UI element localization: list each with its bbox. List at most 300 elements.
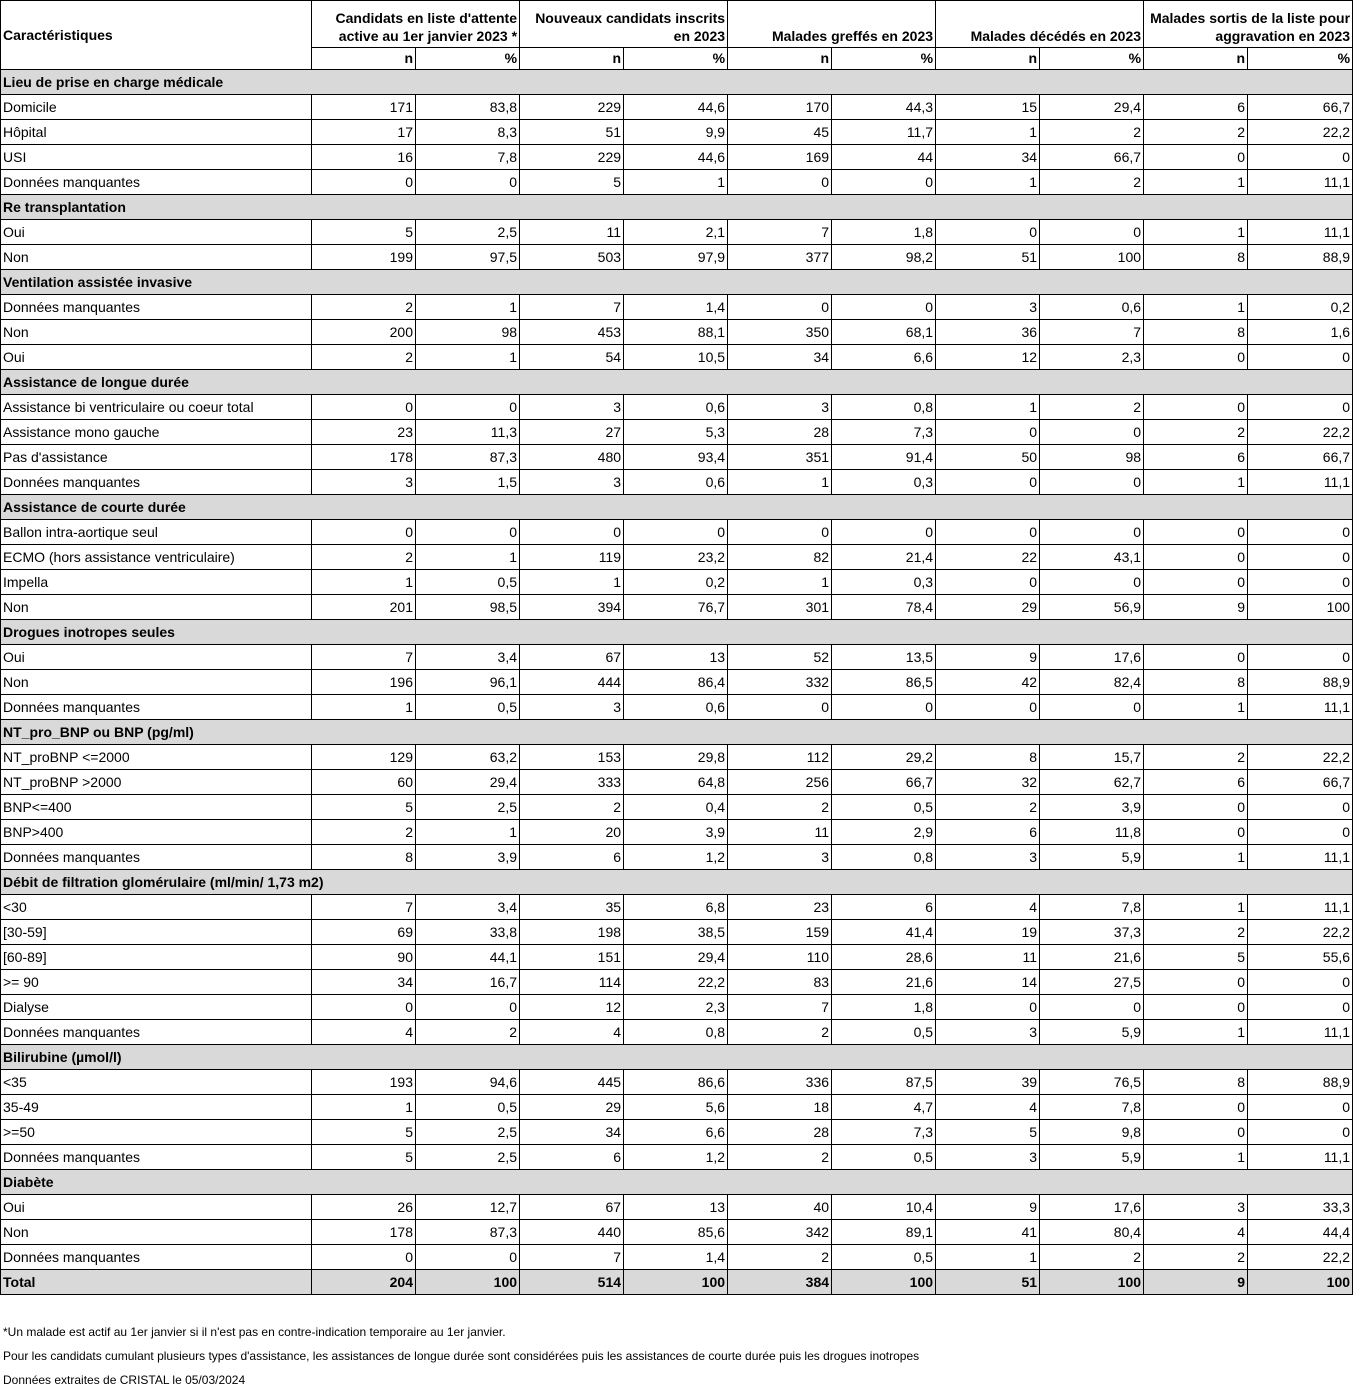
footnotes (3, 1320, 919, 1392)
cell-n: 0 (1144, 145, 1248, 170)
cell-pct: 0,8 (624, 1020, 728, 1045)
cell-pct: 5,9 (1040, 1020, 1144, 1045)
cell-n: 51 (936, 245, 1040, 270)
cell-n: 29 (936, 595, 1040, 620)
cell-n: 32 (936, 770, 1040, 795)
cell-pct: 21,6 (832, 970, 936, 995)
group-header-new-candidates: Nouveaux candidats inscrits en 2023 (520, 1, 728, 48)
cell-pct: 7,3 (832, 420, 936, 445)
cell-pct: 11,1 (1248, 845, 1353, 870)
cell-pct: 98 (1040, 445, 1144, 470)
cell-n: 0 (312, 1245, 416, 1270)
row-label: BNP>400 (1, 820, 312, 845)
cell-n: 1 (520, 570, 624, 595)
cell-n: 112 (728, 745, 832, 770)
cell-n: 6 (1144, 445, 1248, 470)
cell-pct: 44,4 (1248, 1220, 1353, 1245)
table-row (1, 670, 1353, 695)
cell-n: 6 (520, 845, 624, 870)
cell-pct: 0,6 (624, 470, 728, 495)
cell-n: 67 (520, 1195, 624, 1220)
cell-pct: 11,1 (1248, 1020, 1353, 1045)
cell-pct: 0 (1248, 145, 1353, 170)
cell-pct: 0 (1040, 520, 1144, 545)
table-row (1, 145, 1353, 170)
cell-pct: 0 (832, 520, 936, 545)
cell-n: 3 (312, 470, 416, 495)
cell-pct: 98,5 (416, 595, 520, 620)
cell-pct: 33,8 (416, 920, 520, 945)
cell-pct: 100 (1040, 245, 1144, 270)
cell-pct: 97,5 (416, 245, 520, 270)
cell-pct: 2,3 (1040, 345, 1144, 370)
cell-n: 8 (1144, 1070, 1248, 1095)
cell-pct: 11,3 (416, 420, 520, 445)
cell-n: 34 (520, 1120, 624, 1145)
cell-n: 1 (1144, 470, 1248, 495)
cell-n: 229 (520, 95, 624, 120)
unit-header-pct: % (416, 48, 520, 70)
cell-pct: 0,2 (624, 570, 728, 595)
cell-n: 3 (936, 845, 1040, 870)
cell-pct: 1 (416, 545, 520, 570)
cell-pct: 11,1 (1248, 1145, 1353, 1170)
cell-n: 27 (520, 420, 624, 445)
cell-n: 0 (936, 520, 1040, 545)
cell-n: 7 (728, 220, 832, 245)
row-label: Données manquantes (1, 1245, 312, 1270)
cell-pct: 3,9 (624, 820, 728, 845)
cell-pct: 0,5 (832, 1020, 936, 1045)
cell-pct: 2,5 (416, 795, 520, 820)
cell-n: 7 (312, 895, 416, 920)
cell-pct: 0 (416, 395, 520, 420)
cell-pct: 3,4 (416, 645, 520, 670)
cell-n: 2 (936, 795, 1040, 820)
cell-n: 0 (936, 420, 1040, 445)
cell-n: 1 (1144, 1145, 1248, 1170)
cell-pct: 63,2 (416, 745, 520, 770)
cell-n: 114 (520, 970, 624, 995)
unit-header-n: n (520, 48, 624, 70)
footnote-source: Données extraites de CRISTAL le 05/03/2024 (3, 1373, 246, 1387)
cell-pct: 22,2 (1248, 920, 1353, 945)
cell-n: 51 (520, 120, 624, 145)
table-row (1, 645, 1353, 670)
cell-n: 20 (520, 820, 624, 845)
cell-pct: 87,3 (416, 1220, 520, 1245)
section-title: Diabète (1, 1170, 1353, 1195)
row-label: Assistance bi ventriculaire ou coeur total (1, 395, 312, 420)
cell-pct: 93,4 (624, 445, 728, 470)
row-label: BNP<=400 (1, 795, 312, 820)
cell-pct: 0,5 (832, 1245, 936, 1270)
cell-pct: 29,4 (416, 770, 520, 795)
cell-pct: 13,5 (832, 645, 936, 670)
row-label: Oui (1, 1195, 312, 1220)
table-row (1, 1145, 1353, 1170)
cell-n: 7 (312, 645, 416, 670)
cell-pct: 2 (1040, 395, 1144, 420)
cell-pct: 66,7 (1248, 770, 1353, 795)
cell-n: 39 (936, 1070, 1040, 1095)
cell-n: 0 (936, 220, 1040, 245)
cell-n: 2 (312, 820, 416, 845)
cell-pct: 89,1 (832, 1220, 936, 1245)
cell-pct: 83,8 (416, 95, 520, 120)
total-n: 9 (1144, 1270, 1248, 1295)
row-label: USI (1, 145, 312, 170)
cell-n: 0 (1144, 1120, 1248, 1145)
section-header-row (1, 1045, 1353, 1070)
cell-n: 333 (520, 770, 624, 795)
cell-pct: 44,3 (832, 95, 936, 120)
cell-n: 1 (1144, 845, 1248, 870)
cell-n: 2 (728, 795, 832, 820)
cell-pct: 0 (1248, 395, 1353, 420)
table-row (1, 120, 1353, 145)
cell-n: 503 (520, 245, 624, 270)
section-header-row (1, 620, 1353, 645)
table-row (1, 945, 1353, 970)
cell-n: 440 (520, 1220, 624, 1245)
cell-n: 42 (936, 670, 1040, 695)
cell-pct: 10,4 (832, 1195, 936, 1220)
section-title: Lieu de prise en charge médicale (1, 70, 1353, 95)
cell-pct: 87,3 (416, 445, 520, 470)
cell-pct: 94,6 (416, 1070, 520, 1095)
cell-n: 2 (520, 795, 624, 820)
row-label: [60-89] (1, 945, 312, 970)
cell-n: 2 (728, 1245, 832, 1270)
unit-header-pct: % (624, 48, 728, 70)
cell-n: 45 (728, 120, 832, 145)
cell-n: 1 (1144, 895, 1248, 920)
cell-pct: 29,4 (624, 945, 728, 970)
cell-n: 22 (936, 545, 1040, 570)
cell-pct: 2,5 (416, 1120, 520, 1145)
cell-n: 52 (728, 645, 832, 670)
table-row (1, 1095, 1353, 1120)
cell-pct: 0 (624, 520, 728, 545)
cell-n: 0 (1144, 570, 1248, 595)
cell-pct: 0 (1040, 420, 1144, 445)
cell-pct: 56,9 (1040, 595, 1144, 620)
cell-n: 0 (312, 520, 416, 545)
cell-pct: 88,9 (1248, 1070, 1353, 1095)
cell-pct: 78,4 (832, 595, 936, 620)
section-title: Assistance de courte durée (1, 495, 1353, 520)
cell-n: 0 (1144, 820, 1248, 845)
table-body (1, 70, 1353, 1295)
table-row (1, 170, 1353, 195)
cell-pct: 22,2 (1248, 120, 1353, 145)
cell-n: 5 (312, 220, 416, 245)
row-label: Données manquantes (1, 845, 312, 870)
cell-n: 3 (936, 295, 1040, 320)
cell-pct: 22,2 (1248, 420, 1353, 445)
cell-pct: 0 (1248, 545, 1353, 570)
cell-n: 301 (728, 595, 832, 620)
cell-n: 0 (312, 395, 416, 420)
cell-pct: 0,4 (624, 795, 728, 820)
cell-n: 0 (312, 995, 416, 1020)
cell-n: 1 (1144, 295, 1248, 320)
cell-n: 4 (936, 1095, 1040, 1120)
cell-pct: 0 (832, 170, 936, 195)
section-title: Re transplantation (1, 195, 1353, 220)
cell-pct: 1,8 (832, 220, 936, 245)
table-row (1, 570, 1353, 595)
cell-pct: 0 (1040, 220, 1144, 245)
cell-n: 28 (728, 420, 832, 445)
cell-n: 1 (1144, 170, 1248, 195)
table-row (1, 770, 1353, 795)
cell-n: 3 (1144, 1195, 1248, 1220)
row-label: Domicile (1, 95, 312, 120)
row-label: NT_proBNP >2000 (1, 770, 312, 795)
cell-pct: 5,6 (624, 1095, 728, 1120)
table-row (1, 470, 1353, 495)
cell-n: 8 (1144, 245, 1248, 270)
cell-pct: 21,4 (832, 545, 936, 570)
section-title: Bilirubine (µmol/l) (1, 1045, 1353, 1070)
cell-n: 200 (312, 320, 416, 345)
cell-pct: 2,5 (416, 220, 520, 245)
cell-n: 170 (728, 95, 832, 120)
cell-n: 67 (520, 645, 624, 670)
footnote-active: *Un malade est actif au 1er janvier si il n'est pas en contre-indication temporaire au 1er janvier. (3, 1325, 506, 1339)
total-n: 384 (728, 1270, 832, 1295)
cell-pct: 62,7 (1040, 770, 1144, 795)
cell-pct: 0 (416, 1245, 520, 1270)
cell-pct: 0 (1248, 995, 1353, 1020)
cell-pct: 37,3 (1040, 920, 1144, 945)
cell-pct: 86,4 (624, 670, 728, 695)
cell-pct: 44,6 (624, 95, 728, 120)
cell-pct: 28,6 (832, 945, 936, 970)
row-label: [30-59] (1, 920, 312, 945)
cell-pct: 1 (416, 295, 520, 320)
total-pct: 100 (832, 1270, 936, 1295)
cell-pct: 7,8 (1040, 895, 1144, 920)
cell-n: 2 (728, 1020, 832, 1045)
cell-pct: 11,1 (1248, 695, 1353, 720)
cell-n: 1 (936, 395, 1040, 420)
cell-n: 2 (312, 545, 416, 570)
cell-n: 229 (520, 145, 624, 170)
table-row (1, 920, 1353, 945)
cell-n: 2 (1144, 1245, 1248, 1270)
cell-n: 35 (520, 895, 624, 920)
cell-n: 0 (312, 170, 416, 195)
row-label: Données manquantes (1, 170, 312, 195)
cell-pct: 6,8 (624, 895, 728, 920)
cell-pct: 66,7 (1248, 95, 1353, 120)
cell-pct: 0 (1248, 570, 1353, 595)
cell-n: 3 (520, 695, 624, 720)
cell-pct: 29,2 (832, 745, 936, 770)
cell-n: 3 (936, 1020, 1040, 1045)
cell-n: 2 (312, 295, 416, 320)
table-row (1, 295, 1353, 320)
cell-pct: 0 (832, 695, 936, 720)
group-header-removed: Malades sortis de la liste pour aggravation en 2023 (1144, 1, 1353, 48)
cell-n: 2 (1144, 745, 1248, 770)
cell-pct: 0,6 (624, 395, 728, 420)
cell-pct: 0 (1040, 570, 1144, 595)
cell-n: 19 (936, 920, 1040, 945)
cell-n: 9 (936, 645, 1040, 670)
cell-pct: 11,1 (1248, 220, 1353, 245)
cell-n: 8 (936, 745, 1040, 770)
cell-n: 7 (520, 1245, 624, 1270)
cell-n: 2 (1144, 120, 1248, 145)
row-label: >=50 (1, 1120, 312, 1145)
cell-n: 336 (728, 1070, 832, 1095)
cell-n: 153 (520, 745, 624, 770)
cell-pct: 0 (832, 295, 936, 320)
cell-n: 3 (520, 395, 624, 420)
group-header-transplanted: Malades greffés en 2023 (728, 1, 936, 48)
cell-n: 1 (1144, 220, 1248, 245)
cell-pct: 98,2 (832, 245, 936, 270)
cell-n: 9 (1144, 595, 1248, 620)
table-row (1, 395, 1353, 420)
cell-n: 23 (728, 895, 832, 920)
section-title: NT_pro_BNP ou BNP (pg/ml) (1, 720, 1353, 745)
row-label: Oui (1, 645, 312, 670)
table-row (1, 420, 1353, 445)
table-row (1, 970, 1353, 995)
table-row (1, 995, 1353, 1020)
cell-n: 14 (936, 970, 1040, 995)
cell-n: 171 (312, 95, 416, 120)
table-row (1, 445, 1353, 470)
cell-pct: 3,9 (1040, 795, 1144, 820)
cell-pct: 80,4 (1040, 1220, 1144, 1245)
cell-n: 6 (520, 1145, 624, 1170)
cell-pct: 1,2 (624, 1145, 728, 1170)
row-label: <30 (1, 895, 312, 920)
cell-pct: 2 (1040, 170, 1144, 195)
table-row (1, 595, 1353, 620)
cell-pct: 0 (1040, 995, 1144, 1020)
cell-pct: 96,1 (416, 670, 520, 695)
cell-pct: 0 (416, 995, 520, 1020)
cell-n: 40 (728, 1195, 832, 1220)
row-label: Données manquantes (1, 295, 312, 320)
cell-pct: 82,4 (1040, 670, 1144, 695)
total-n: 514 (520, 1270, 624, 1295)
cell-n: 0 (728, 170, 832, 195)
cell-n: 23 (312, 420, 416, 445)
cell-pct: 1,5 (416, 470, 520, 495)
cell-pct: 76,5 (1040, 1070, 1144, 1095)
group-header-deceased: Malades décédés en 2023 (936, 1, 1144, 48)
cell-pct: 8,3 (416, 120, 520, 145)
table-row (1, 895, 1353, 920)
table-row (1, 745, 1353, 770)
cell-pct: 88,9 (1248, 245, 1353, 270)
cell-n: 178 (312, 445, 416, 470)
cell-n: 0 (728, 295, 832, 320)
cell-pct: 85,6 (624, 1220, 728, 1245)
cell-pct: 0 (1248, 1120, 1353, 1145)
cell-pct: 1 (416, 820, 520, 845)
cell-n: 11 (520, 220, 624, 245)
cell-pct: 1 (416, 345, 520, 370)
cell-n: 8 (1144, 670, 1248, 695)
cell-n: 332 (728, 670, 832, 695)
cell-n: 1 (312, 695, 416, 720)
section-header-row (1, 370, 1353, 395)
cell-n: 3 (936, 1145, 1040, 1170)
cell-pct: 0 (416, 170, 520, 195)
cell-n: 1 (936, 1245, 1040, 1270)
cell-n: 29 (520, 1095, 624, 1120)
cell-pct: 43,1 (1040, 545, 1144, 570)
cell-n: 12 (520, 995, 624, 1020)
unit-header-pct: % (1248, 48, 1353, 70)
cell-pct: 0,5 (416, 570, 520, 595)
cell-n: 350 (728, 320, 832, 345)
cell-pct: 44,6 (624, 145, 728, 170)
cell-pct: 87,5 (832, 1070, 936, 1095)
row-label: Non (1, 595, 312, 620)
cell-pct: 0 (1040, 470, 1144, 495)
cell-n: 4 (312, 1020, 416, 1045)
cell-pct: 86,5 (832, 670, 936, 695)
cell-n: 0 (936, 695, 1040, 720)
characteristics-header: Caractéristiques (1, 1, 312, 70)
cell-n: 0 (728, 520, 832, 545)
cell-pct: 6 (832, 895, 936, 920)
row-label: NT_proBNP <=2000 (1, 745, 312, 770)
cell-pct: 0,5 (832, 795, 936, 820)
cell-n: 1 (312, 570, 416, 595)
row-label: Assistance mono gauche (1, 420, 312, 445)
cell-n: 50 (936, 445, 1040, 470)
cell-n: 5 (312, 1120, 416, 1145)
cell-pct: 2,5 (416, 1145, 520, 1170)
cell-pct: 0,3 (832, 570, 936, 595)
cell-n: 0 (1144, 545, 1248, 570)
cell-pct: 29,4 (1040, 95, 1144, 120)
cell-pct: 16,7 (416, 970, 520, 995)
section-title: Drogues inotropes seules (1, 620, 1353, 645)
cell-n: 5 (1144, 945, 1248, 970)
cell-n: 196 (312, 670, 416, 695)
cell-pct: 0 (1248, 820, 1353, 845)
footnote-assistance: Pour les candidats cumulant plusieurs types d'assistance, les assistances de longue durée sont considérées puis les assistances de courte durée puis les drogues inotropes (3, 1349, 920, 1363)
cell-pct: 0,8 (832, 395, 936, 420)
cell-pct: 5,9 (1040, 1145, 1144, 1170)
section-header-row (1, 870, 1353, 895)
cell-pct: 5,9 (1040, 845, 1144, 870)
total-pct: 100 (1040, 1270, 1144, 1295)
section-title: Ventilation assistée invasive (1, 270, 1353, 295)
cell-n: 11 (728, 820, 832, 845)
table-row (1, 1220, 1353, 1245)
cell-n: 0 (520, 520, 624, 545)
cell-pct: 0 (1248, 795, 1353, 820)
cell-n: 0 (1144, 345, 1248, 370)
cell-pct: 7,8 (416, 145, 520, 170)
total-pct: 100 (1248, 1270, 1353, 1295)
cell-n: 1 (312, 1095, 416, 1120)
cell-pct: 76,7 (624, 595, 728, 620)
